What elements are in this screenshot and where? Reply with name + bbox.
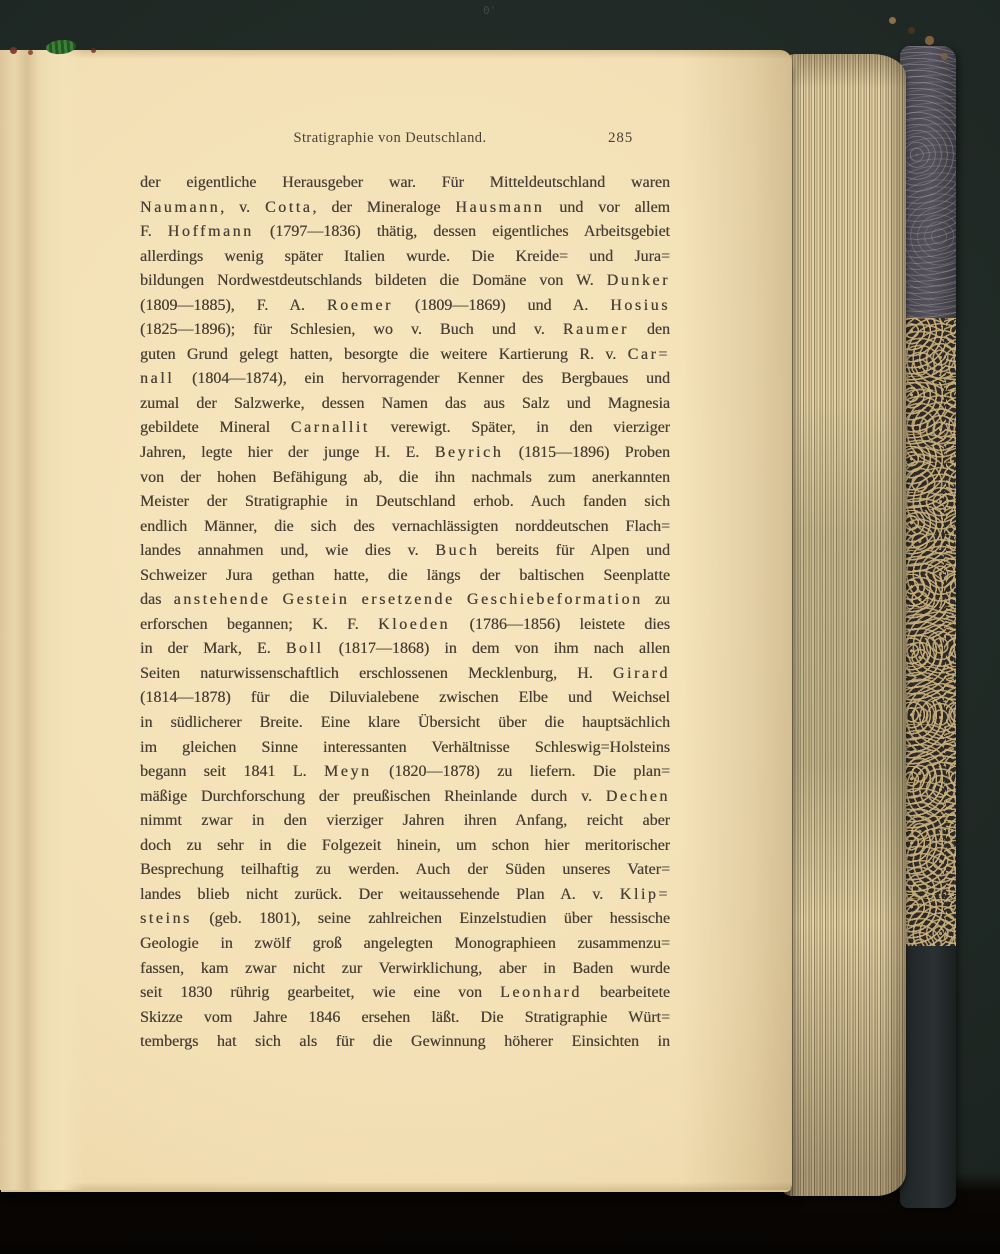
text-line xyxy=(140,245,670,270)
text-line xyxy=(140,736,670,761)
text-segment: das xyxy=(140,591,174,609)
text-line xyxy=(140,392,670,417)
text-line xyxy=(140,490,670,515)
book-cover-edge xyxy=(900,46,956,1208)
text-segment: (1820—1878) zu liefern. Die plan= xyxy=(371,763,670,781)
text-segment: Naumann xyxy=(140,198,221,216)
text-line xyxy=(140,858,670,883)
stray-mark: 0' xyxy=(483,4,497,17)
text-segment: Dunker xyxy=(606,272,670,290)
text-segment: Schweizer Jura gethan hatte, die längs der baltischen Seenplatte xyxy=(140,566,670,584)
text-segment: , der Mineraloge xyxy=(312,198,456,216)
text-segment: landes blieb nicht zurück. Der weitaussehende Plan A. v. xyxy=(140,885,620,903)
text-segment: zumal der Salzwerke, dessen Namen das aus Salz und Magnesia xyxy=(140,394,670,412)
text-segment: Besprechung teilhaftig zu werden. Auch der Süden unseres Vater= xyxy=(140,861,670,879)
text-line xyxy=(140,294,670,319)
text-segment: allerdings wenig später Italien wurde. Die Kreide= und Jura= xyxy=(140,247,670,265)
text-segment: im gleichen Sinne interessanten Verhältnisse Schleswig=Holsteins xyxy=(140,738,670,756)
text-segment: Leonhard xyxy=(500,984,582,1002)
text-segment: seit 1830 rührig gearbeitet, wie eine von xyxy=(140,984,501,1002)
text-segment: von der hohen Befähigung ab, die ihn nachmals zum anerkannten xyxy=(140,468,670,486)
text-segment: Car= xyxy=(627,345,670,363)
text-line xyxy=(140,269,670,294)
text-segment: steins xyxy=(140,910,192,928)
text-segment: (1815—1896) Proben xyxy=(503,444,670,462)
running-head xyxy=(0,130,792,152)
text-segment: Hoffmann xyxy=(167,223,254,241)
text-segment: Klip= xyxy=(619,885,670,903)
text-line xyxy=(140,613,670,638)
text-segment: Geschiebeformation xyxy=(466,591,643,609)
text-segment xyxy=(270,591,282,608)
text-line xyxy=(140,318,670,343)
text-segment: (1786—1856) leistete dies xyxy=(450,615,670,633)
text-segment: bearbeitete xyxy=(581,984,670,1002)
text-segment: Meister der Stratigraphie in Deutschland erhob. Auch fanden sich xyxy=(140,493,670,511)
text-segment xyxy=(349,591,361,608)
text-segment: (1809—1885), F. A. xyxy=(140,296,327,314)
text-segment: bildungen Nordwestdeutschlands bildeten die Domäne von W. xyxy=(140,272,607,290)
text-segment: Roemer xyxy=(326,296,393,314)
text-segment: nimmt zwar in den vierziger Jahren ihren Anfang, reicht aber xyxy=(140,812,670,830)
text-segment: begann seit 1841 L. xyxy=(140,763,324,781)
text-segment: Meyn xyxy=(324,763,372,781)
text-line xyxy=(140,957,670,982)
text-segment: Hosius xyxy=(610,296,670,314)
text-line xyxy=(140,760,670,785)
text-line xyxy=(140,809,670,834)
text-line xyxy=(140,686,670,711)
text-line xyxy=(140,539,670,564)
text-segment: ersetzende xyxy=(361,591,455,609)
text-segment: in der Mark, E. xyxy=(140,640,286,658)
text-segment: Cotta xyxy=(264,198,313,216)
text-segment: guten Grund gelegt hatten, besorgte die weitere Kartierung R. v. xyxy=(140,345,628,363)
text-segment: (1817—1868) in dem von ihm nach allen xyxy=(323,640,670,658)
text-segment: fassen, kam zwar nicht zur Verwirklichung, aber in Baden wurde xyxy=(140,959,670,977)
text-segment: erforschen begannen; K. F. xyxy=(140,615,378,633)
text-segment: Jahren, legte hier der junge H. E. xyxy=(140,444,435,462)
text-segment: der eigentliche Herausgeber war. Für Mitteldeutschland waren xyxy=(140,174,670,191)
text-line xyxy=(140,1030,670,1055)
text-segment: den xyxy=(628,321,670,339)
text-segment: in südlicherer Breite. Eine klare Übersicht über die hauptsächlich xyxy=(140,714,670,732)
text-segment: Girard xyxy=(612,664,670,682)
text-segment: bereits für Alpen und xyxy=(479,542,670,560)
text-segment: gebildete Mineral xyxy=(140,419,291,437)
text-line xyxy=(140,367,670,392)
book-page xyxy=(0,50,792,1190)
text-segment: und vor allem xyxy=(544,198,670,216)
body-text xyxy=(140,171,670,1055)
text-line xyxy=(140,932,670,957)
text-segment: Kloeden xyxy=(377,615,451,633)
text-line xyxy=(140,515,670,540)
text-segment: anstehende xyxy=(173,591,271,609)
text-line xyxy=(140,834,670,859)
text-segment: verewigt. Später, in den vierziger xyxy=(369,419,670,437)
cover-leather-top xyxy=(900,46,956,318)
text-segment: Hausmann xyxy=(455,198,545,216)
text-segment: Seiten naturwissenschaftlich erschlossenen Mecklenburg, H. xyxy=(140,664,613,682)
text-line xyxy=(140,907,670,932)
text-segment: (1825—1896); für Schlesien, wo v. Buch und v. xyxy=(140,321,563,339)
text-segment: Buch xyxy=(435,542,480,560)
running-title: Stratigraphie von Deutschland. xyxy=(293,130,487,146)
text-line xyxy=(140,171,670,196)
text-segment: Dechen xyxy=(605,787,670,805)
text-line xyxy=(140,466,670,491)
text-line xyxy=(140,441,670,466)
text-segment: landes annahmen und, wie dies v. xyxy=(140,542,436,560)
text-segment: nall xyxy=(140,370,175,388)
text-segment: Gestein xyxy=(282,591,350,609)
text-line xyxy=(140,981,670,1006)
page-block-fore-edge xyxy=(782,54,906,1196)
text-line xyxy=(140,220,670,245)
text-segment: doch zu sehr in die Folgezeit hinein, um schon hier meritorischer xyxy=(140,836,670,854)
text-segment: zu xyxy=(642,591,670,609)
text-segment: Raumer xyxy=(562,321,629,339)
cover-marbled-paper xyxy=(900,318,956,946)
text-line xyxy=(140,637,670,662)
text-segment: (1814—1878) für die Diluvialebene zwischen Elbe und Weichsel xyxy=(140,689,670,707)
text-line xyxy=(140,588,670,613)
text-segment: endlich Männer, die sich des vernachlässigten norddeutschen Flach= xyxy=(140,517,670,535)
text-line xyxy=(140,662,670,687)
page-number: 285 xyxy=(608,130,634,146)
cover-leather-bottom xyxy=(900,946,956,1208)
text-line xyxy=(140,711,670,736)
text-segment: (1809—1869) und A. xyxy=(392,296,611,314)
text-line xyxy=(140,343,670,368)
text-segment: Boll xyxy=(285,640,324,658)
text-line xyxy=(140,196,670,221)
text-segment: Skizze vom Jahre 1846 ersehen läßt. Die Stratigraphie Würt= xyxy=(140,1008,670,1026)
text-segment: , v. xyxy=(220,198,265,216)
text-segment: mäßige Durchforschung der preußischen Rheinlande durch v. xyxy=(140,787,606,805)
text-line xyxy=(140,416,670,441)
text-segment: Carnallit xyxy=(290,419,370,437)
wear-specks xyxy=(0,0,3,3)
text-segment: Geologie in zwölf groß angelegten Monographieen zusammenzu= xyxy=(140,934,670,952)
text-line xyxy=(140,1006,670,1031)
text-line xyxy=(140,883,670,908)
text-segment: F. xyxy=(140,223,168,241)
text-segment: (geb. 1801), seine zahlreichen Einzelstudien über hessische xyxy=(191,910,670,928)
text-segment: (1797—1836) thätig, dessen eigentliches Arbeitsgebiet xyxy=(253,223,670,241)
text-segment: (1804—1874), ein hervorragender Kenner des Bergbaues und xyxy=(174,370,670,388)
text-segment xyxy=(455,591,467,608)
text-segment: tembergs hat sich als für die Gewinnung höherer Einsichten in xyxy=(140,1033,670,1051)
text-segment: Beyrich xyxy=(434,444,504,462)
text-line xyxy=(140,785,670,810)
text-line xyxy=(140,564,670,589)
